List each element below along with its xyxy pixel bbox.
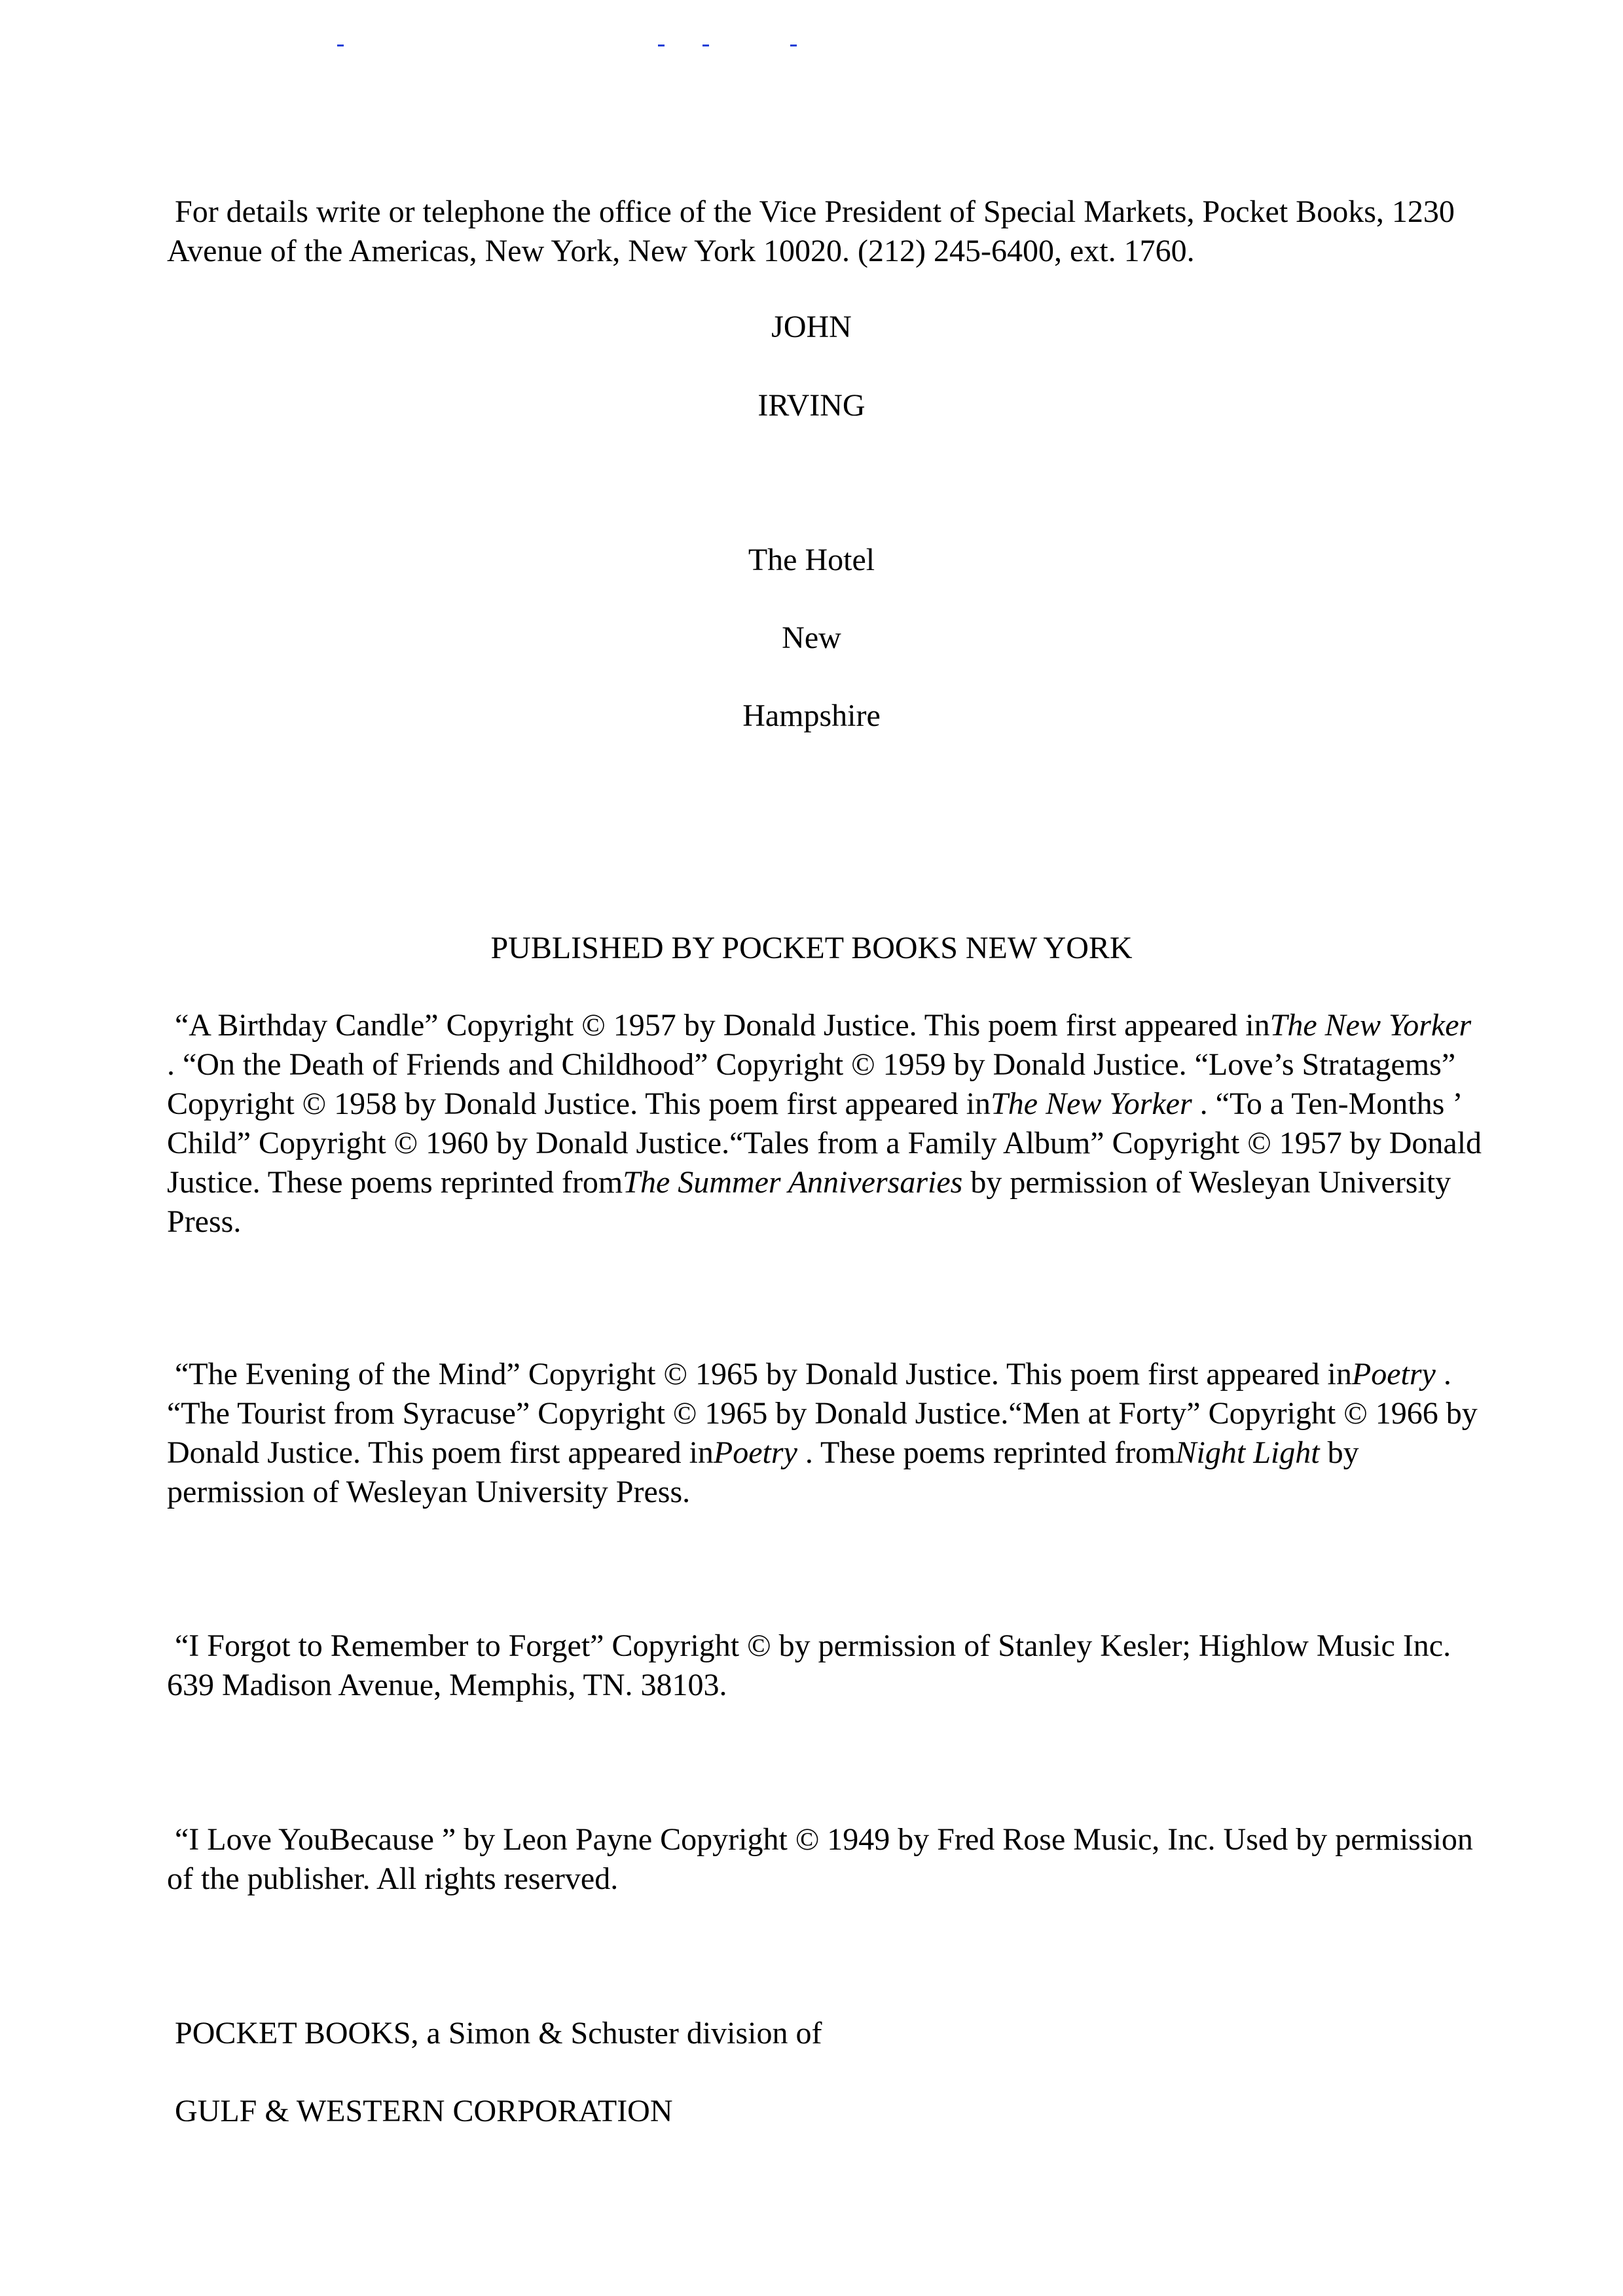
permissions-paragraph-3: “I Forgot to Remember to Forget” Copyright © by permission of Stanley Kesler; Highlow Music Inc. 639 Madison Avenue, Memphis, TN. 38103. [167,1628,1451,1702]
text-run: by permission of Wesleyan University Press. [167,1435,1359,1509]
top-edge-marks [0,41,1623,54]
text-run: “A Birthday Candle” Copyright © 1957 by Donald Justice. This poem first appeared in [175,1008,1270,1043]
text-run: “The Evening of the Mind” Copyright © 1965 by Donald Justice. This poem first appeared in [175,1357,1352,1391]
publisher-line: PUBLISHED BY POCKET BOOKS NEW YORK [490,931,1133,965]
text-run: . “The Tourist from Syracuse” Copyright © 1965 by Donald Justice.“Men at Forty” Copyright © 1966 by Donald Justice. This poem first appeared in [167,1357,1478,1470]
permissions-paragraph-2 [167,1355,1483,1512]
book-title-line-3: Hampshire [742,698,881,733]
imprint-line-1: POCKET BOOKS, a Simon & Schuster division of [175,2016,822,2051]
author-first-name: JOHN [771,310,852,344]
imprint-line-2: GULF & WESTERN CORPORATION [175,2094,673,2128]
italic-title: The Summer Anniversaries [623,1165,963,1200]
book-title-line-2: New [782,620,841,655]
text-run: by permission of Wesleyan University Press. [167,1165,1451,1239]
book-title-line-1: The Hotel [748,543,875,577]
italic-title: Night Light [1175,1435,1320,1470]
top-mark [337,41,344,46]
italic-title: Poetry [1351,1357,1436,1391]
italic-title: The New Yorker [1269,1008,1472,1043]
permissions-paragraph-4: “I Love YouBecause ” by Leon Payne Copyright © 1949 by Fred Rose Music, Inc. Used by permission of the publisher. All rights reserved. [167,1822,1473,1896]
top-mark [790,41,797,46]
italic-title: Poetry [713,1435,797,1470]
text-run: . These poems reprinted from [797,1435,1176,1470]
top-mark [702,41,709,46]
top-mark [658,41,665,46]
permissions-paragraph-1 [167,1006,1483,1242]
italic-title: The New Yorker [991,1086,1192,1121]
author-last-name: IRVING [757,388,866,423]
text-run: . “To a Ten-Months ’ Child” Copyright © 1960 by Donald Justice.“Tales from a Family Album” Copyright © 1957 by Donald Justice. These poems reprinted from [167,1086,1482,1200]
special-markets-paragraph: For details write or telephone the office of the Vice President of Special Markets, Pocket Books, 1230 Avenue of the Americas, New York, New York 10020. (212) 245-6400, ext. 1760. [167,194,1455,268]
text-run: . “On the Death of Friends and Childhood” Copyright © 1959 by Donald Justice. “Love’s Stratagems” Copyright © 1958 by Donald Justice. This poem first appeared in [167,1047,1456,1121]
